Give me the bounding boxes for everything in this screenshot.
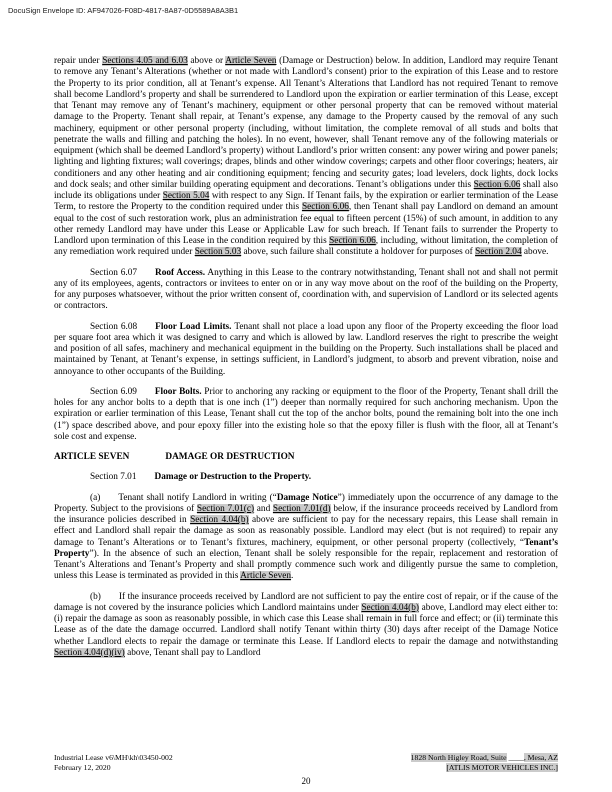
footer-right bbox=[411, 753, 558, 772]
text-run: above are sufficient to pay for the necessary repairs, this Lease shall remain in effect and Landlord shall repair the damage as soon as reasonably possible. Landlord may elect (but is not required) to repair any damage to Tenant’s Alterations or to Tenant’s fixtures, machinery, equipment, or other personal property (collectively, “ bbox=[54, 515, 558, 548]
text-run: Prior to anchoring any racking or equipment to the floor of the Property, Tenant shall drill the holes for any anchor bolts to a depth that is one inch (1”) deeper than normally required for such anchoring mechanism. Upon the expiration or earlier termination of this Lease, Tenant shall cut the top of the anchor bolts, pound the remaining bolt into the one inch (1”) space described above, and pour epoxy filler into the existing hole so that the epoxy filler is flush with the floor, all at Tenant’s sole cost and expense. bbox=[54, 386, 558, 442]
text-run: DAMAGE OR DESTRUCTION bbox=[165, 452, 295, 462]
article-seven-heading bbox=[54, 452, 558, 463]
paragraph-7-01-a bbox=[54, 493, 558, 583]
paragraph-section-6-09 bbox=[54, 387, 558, 443]
text-run: and bbox=[254, 503, 273, 514]
paragraph-7-01-b bbox=[54, 592, 558, 660]
text-run: Damage Notice bbox=[276, 492, 338, 503]
text-run: ARTICLE SEVEN bbox=[54, 452, 130, 462]
text-run: shall also include its obligations under bbox=[54, 179, 558, 201]
text-run: Anything in this Lease to the contrary notwithstanding, Tenant shall not and shall not permit any of its employees, agents, contractors or invitees to enter on or in any way move about on the roof of the building on the Property, for any purposes whatsoever, without the prior written consent of, coordination with, and supervision of Landlord or its selected agents or contractors. bbox=[54, 267, 558, 312]
text-run: below, if the insurance proceeds received by Landlord from the insurance policies described in bbox=[54, 503, 558, 525]
text-run: Tenant shall not place a load upon any floor of the Property exceeding the floor load per square foot area which it was designed to carry and which is allowed by law. Landlord reserves the right to prescribe the weight and position of all safes, machinery and mechanical equipment in the building on the Property. Such installations shall be placed and maintained by Tenant, at Tenant’s expense, in settings sufficient, in Landlord’s judgment, to absorb and prevent vibration, noise and annoyance to other occupants of the Building. bbox=[54, 321, 558, 377]
footer-left bbox=[54, 753, 173, 772]
section-cross-reference: Section 4.04(d)(iv) bbox=[54, 647, 125, 658]
text-run: above. bbox=[521, 247, 549, 258]
text-run: above, Landlord may elect either to: (i) repair the damage as soon as reasonably possible, in which case this Lease shall remain in full force and effect; or (ii) terminate this Lease as of the date the damage occurred. Landlord shall notify Tenant within thirty (30) days after receipt of the Damage Notice whether Landlord elects to repair the damage or terminate this Lease. If Landlord elects to repair the damage and notwithstanding bbox=[54, 602, 558, 647]
text-run: repair under bbox=[54, 56, 103, 66]
paragraph-section-7-01 bbox=[54, 472, 558, 483]
section-cross-reference: Article Seven bbox=[240, 571, 292, 582]
section-cross-reference: Section 4.04(b) bbox=[361, 602, 420, 613]
section-cross-reference: Sections 4.05 and 6.03 bbox=[102, 56, 188, 66]
section-cross-reference: Section 6.06 bbox=[301, 202, 349, 213]
text-run: Section 6.08 bbox=[90, 321, 138, 332]
footer-doc-reference: Industrial Lease v6\MH\kh\03450-002 bbox=[54, 753, 173, 762]
section-cross-reference: Section 7.01(c) bbox=[196, 503, 255, 514]
text-run: above or bbox=[187, 56, 226, 66]
document-body bbox=[54, 56, 558, 668]
text-run: (b) bbox=[90, 591, 101, 602]
section-cross-reference: Section 6.06 bbox=[473, 179, 521, 190]
footer-company-name bbox=[411, 763, 558, 773]
text-run: above, Tenant shall pay to Landlord bbox=[124, 647, 261, 658]
paragraph-section-6-06-continuation bbox=[54, 56, 558, 259]
text-run: above, such failure shall constitute a holdover for purposes of bbox=[241, 247, 476, 258]
docusign-envelope-id: DocuSign Envelope ID: AF947026-F08D-4817-8A87-0D5589A8A3B1 bbox=[8, 6, 239, 15]
section-cross-reference: Section 5.04 bbox=[162, 191, 210, 201]
text-run: (a) bbox=[90, 492, 101, 503]
section-cross-reference: Section 5.03 bbox=[194, 247, 242, 258]
text-run: ”) immediately upon the occurrence of any damage to the Property. Subject to the provisions of bbox=[54, 492, 558, 514]
page-number: 20 bbox=[301, 776, 311, 786]
paragraph-section-6-08 bbox=[54, 322, 558, 378]
text-run: ____ bbox=[506, 753, 524, 762]
text-run: (Damage or Destruction) below. In addition, Landlord may require Tenant to remove any Tenant’s Alterations (whether or not made with Landlord’s consent) prior to the expiration of this Lease and to restore the Property to its prior condition, all at Tenant’s expense. All Tenant’s Alterations that Landlord has not required Tenant to remove shall become Landlord’s property and shall be surrendered to Landlord upon the expiration or earlier termination of this Lease, except that Tenant may remove any of Tenant’s machinery, equipment or other personal property that can be removed without material damage to the Property. Tenant shall repair, at Tenant’s expense, any damage to the Property caused by the removal of any such machinery, equipment or other personal property (including, without limitation, the complete removal of all studs and bolts that penetrate the walls and filling and patching the holes). In no event, however, shall Tenant remove any of the following materials or equipment (which shall be deemed Landlord’s property) without Landlord’s prior written consent: any power wiring and power panels; lighting and lighting fixtures; wall coverings; drapes, blinds and other window coverings; carpets and other floor coverings; heaters, air conditioners and any other heating and air conditioning equipment; fencing and security gates; load levelers, dock lights, dock locks and dock seals; and other similar building operating equipment and decorations. Tenant’s obligations under this bbox=[54, 56, 558, 190]
text-run: ”). In the absence of such an election, Tenant shall be solely responsible for the repair, replacement and restoration of Tenant’s Alterations and Tenant’s Property and shall promptly commence such work and diligently pursue the same to completion, unless this Lease is terminated as provided in this bbox=[54, 548, 558, 582]
text-run: 1828 North Higley Road, Suite bbox=[410, 753, 507, 762]
section-cross-reference: Section 7.01(d) bbox=[272, 503, 331, 514]
text-run: with respect to any Sign. If Tenant fails, by the expiration or earlier termination of the Lease Term, to restore the Property to the condition required under this bbox=[54, 191, 558, 213]
text-run: . bbox=[291, 571, 294, 582]
text-run: Tenant shall notify Landlord in writing (“ bbox=[118, 492, 277, 503]
text-run: Section 6.07 bbox=[90, 267, 137, 278]
footer-address bbox=[411, 753, 558, 763]
text-run: If the insurance proceeds received by Landlord are not sufficient to pay the entire cost of repair, or if the cause of the damage is not covered by the insurance policies which Landlord maintains under bbox=[54, 591, 558, 613]
text-run: , Mesa, AZ bbox=[523, 753, 558, 762]
text-run: Tenant’s Property bbox=[54, 537, 558, 559]
section-cross-reference: Article Seven bbox=[225, 56, 277, 66]
text-run: Floor Bolts. bbox=[154, 386, 202, 397]
paragraph-section-6-07 bbox=[54, 268, 558, 313]
text-run: , then Tenant shall pay Landlord on demand an amount equal to the cost of such restoration work, plus an administration fee equal to fifteen percent (15%) of such amount, in addition to any other remedy Landlord may have under this Lease or Applicable Law for such breach. If Tenant fails to surrender the Property to Landlord upon termination of this Lease in the condition required by this bbox=[54, 202, 558, 246]
section-cross-reference: Section 2.04 bbox=[475, 247, 522, 258]
text-run: Section 7.01 bbox=[90, 472, 137, 483]
text-run: Section 6.09 bbox=[90, 386, 137, 397]
footer-date: February 12, 2020 bbox=[54, 762, 111, 772]
text-run: Roof Access. bbox=[155, 267, 206, 278]
text-run: Floor Load Limits. bbox=[155, 321, 232, 332]
text-run: [ATLIS MOTOR VEHICLES INC.] bbox=[446, 762, 558, 772]
text-run: , including, without limitation, the completion of any remediation work required under bbox=[54, 236, 559, 258]
section-cross-reference: Section 6.06 bbox=[329, 236, 376, 246]
section-cross-reference: Section 4.04(b) bbox=[190, 515, 249, 525]
text-run: Damage or Destruction to the Property. bbox=[154, 472, 312, 483]
